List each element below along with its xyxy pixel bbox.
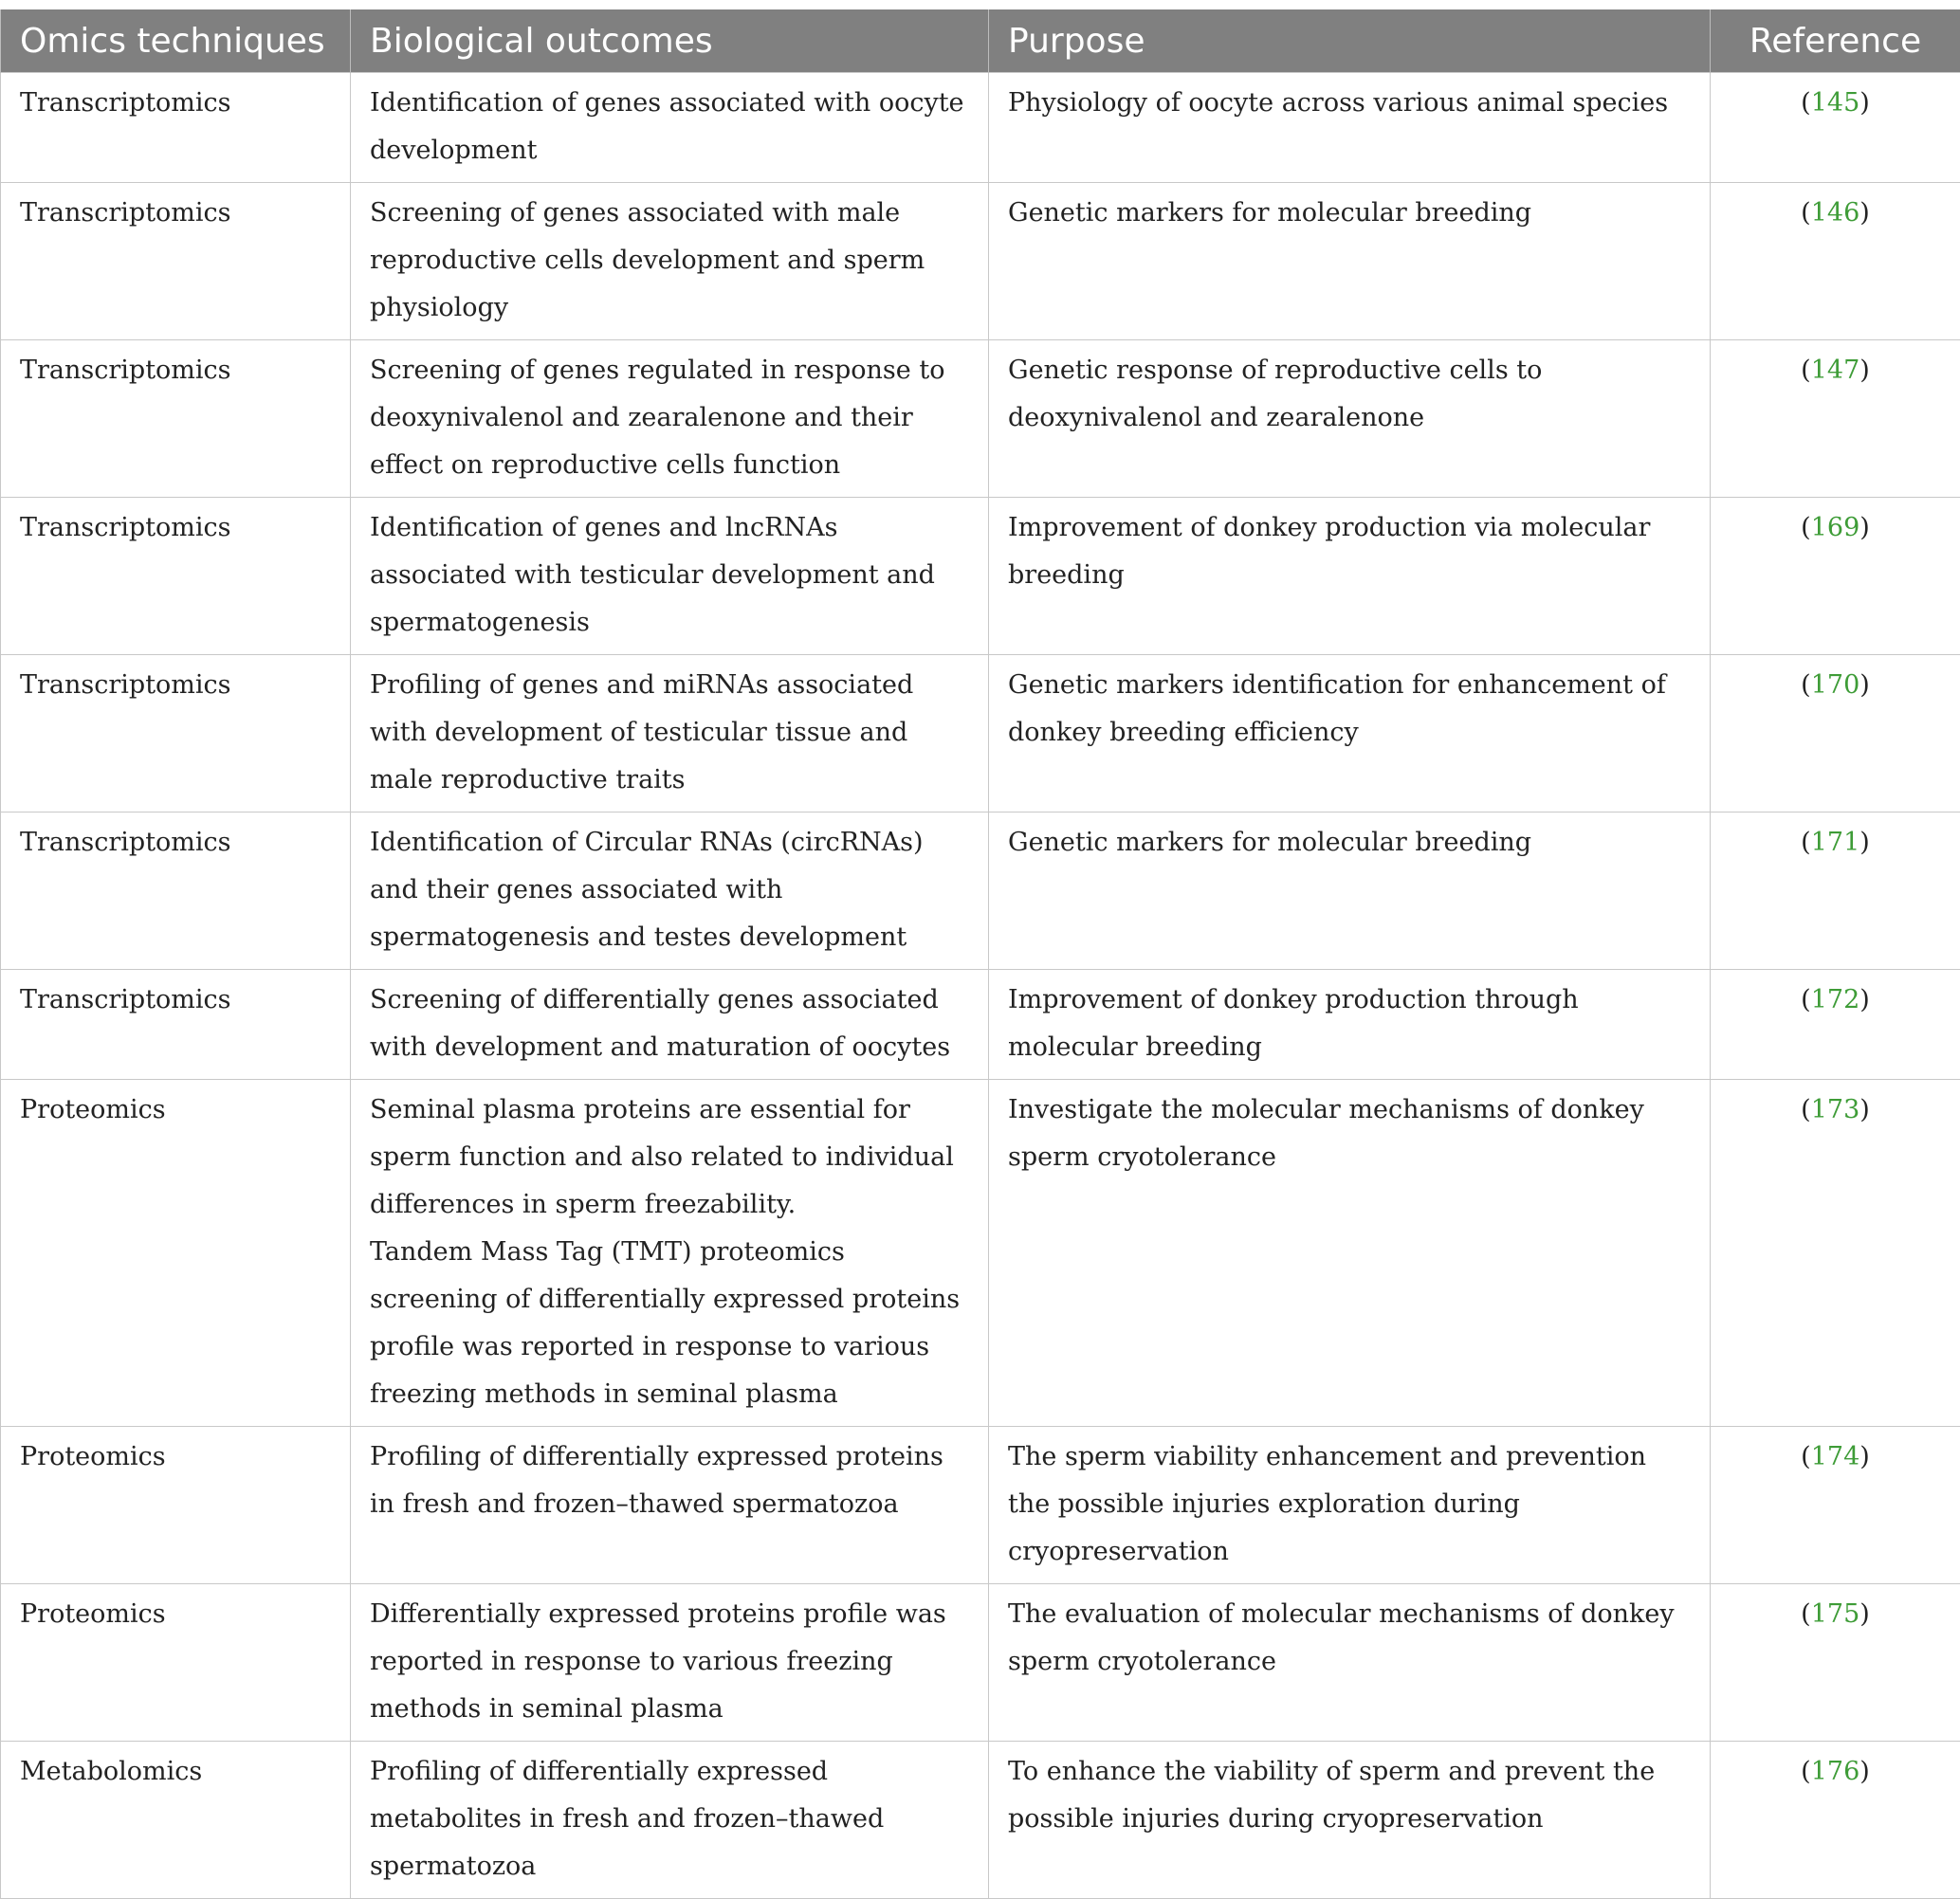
reference-cell bbox=[1711, 73, 1960, 183]
reference-link[interactable]: 147 bbox=[1811, 356, 1860, 385]
outcome-cell bbox=[351, 813, 989, 970]
omics-table-container bbox=[0, 9, 1960, 1899]
table-row bbox=[1, 340, 1960, 498]
reference-cell bbox=[1711, 813, 1960, 970]
ref-close-paren: ) bbox=[1859, 1442, 1870, 1471]
reference-link[interactable]: 176 bbox=[1811, 1757, 1860, 1786]
reference-link[interactable]: 170 bbox=[1811, 670, 1860, 700]
ref-close-paren: ) bbox=[1859, 985, 1870, 1014]
header-purpose: Purpose bbox=[989, 9, 1711, 73]
technique-cell: Transcriptomics bbox=[1, 340, 351, 498]
ref-open-paren: ( bbox=[1801, 1442, 1811, 1471]
table-row bbox=[1, 498, 1960, 655]
ref-open-paren: ( bbox=[1801, 828, 1811, 857]
reference-link[interactable]: 174 bbox=[1811, 1442, 1860, 1471]
outcome-text: Screening of genes regulated in response to deoxynivalenol and zearalenone and their effect on reproductive cells function bbox=[370, 347, 969, 489]
outcome-cell bbox=[351, 1584, 989, 1742]
ref-close-paren: ) bbox=[1859, 513, 1870, 542]
reference-link[interactable]: 171 bbox=[1811, 828, 1860, 857]
ref-close-paren: ) bbox=[1859, 828, 1870, 857]
reference-cell bbox=[1711, 340, 1960, 498]
ref-open-paren: ( bbox=[1801, 1095, 1811, 1124]
ref-open-paren: ( bbox=[1801, 985, 1811, 1014]
reference-link[interactable]: 175 bbox=[1811, 1599, 1860, 1629]
ref-close-paren: ) bbox=[1859, 198, 1870, 228]
technique-cell: Proteomics bbox=[1, 1584, 351, 1742]
ref-open-paren: ( bbox=[1801, 356, 1811, 385]
technique-cell: Transcriptomics bbox=[1, 73, 351, 183]
reference-cell bbox=[1711, 1584, 1960, 1742]
outcome-text: Tandem Mass Tag (TMT) proteomics screening of differentially expressed proteins profile was reported in response to various freezing methods in seminal plasma bbox=[370, 1229, 969, 1418]
purpose-cell: Improvement of donkey production through molecular breeding bbox=[989, 970, 1711, 1080]
purpose-cell: To enhance the viability of sperm and prevent the possible injuries during cryopreservation bbox=[989, 1742, 1711, 1899]
technique-cell: Transcriptomics bbox=[1, 183, 351, 340]
purpose-cell: Investigate the molecular mechanisms of donkey sperm cryotolerance bbox=[989, 1080, 1711, 1427]
table-row bbox=[1, 1080, 1960, 1427]
table-header-row bbox=[1, 9, 1960, 73]
ref-open-paren: ( bbox=[1801, 670, 1811, 700]
outcome-cell bbox=[351, 970, 989, 1080]
outcome-cell bbox=[351, 498, 989, 655]
purpose-cell: Physiology of oocyte across various animal species bbox=[989, 73, 1711, 183]
reference-cell bbox=[1711, 1742, 1960, 1899]
ref-close-paren: ) bbox=[1859, 356, 1870, 385]
outcome-text: Screening of genes associated with male reproductive cells development and sperm physiology bbox=[370, 190, 969, 332]
outcome-text: Screening of differentially genes associated with development and maturation of oocytes bbox=[370, 977, 969, 1071]
reference-cell bbox=[1711, 498, 1960, 655]
header-reference: Reference bbox=[1711, 9, 1960, 73]
table-row bbox=[1, 1742, 1960, 1899]
purpose-cell: Improvement of donkey production via molecular breeding bbox=[989, 498, 1711, 655]
ref-open-paren: ( bbox=[1801, 88, 1811, 118]
ref-open-paren: ( bbox=[1801, 198, 1811, 228]
table-row bbox=[1, 655, 1960, 813]
header-biological-outcomes: Biological outcomes bbox=[351, 9, 989, 73]
outcome-text: Identification of genes and lncRNAs associated with testicular development and spermatogenesis bbox=[370, 504, 969, 647]
technique-cell: Proteomics bbox=[1, 1080, 351, 1427]
reference-cell bbox=[1711, 183, 1960, 340]
outcome-text: Identification of Circular RNAs (circRNAs) and their genes associated with spermatogenesis and testes development bbox=[370, 819, 969, 961]
outcome-cell bbox=[351, 73, 989, 183]
outcome-text: Differentially expressed proteins profile was reported in response to various freezing methods in seminal plasma bbox=[370, 1591, 969, 1733]
purpose-cell: Genetic response of reproductive cells to deoxynivalenol and zearalenone bbox=[989, 340, 1711, 498]
purpose-cell: Genetic markers for molecular breeding bbox=[989, 183, 1711, 340]
outcome-text: Profiling of genes and miRNAs associated with development of testicular tissue and male reproductive traits bbox=[370, 662, 969, 804]
table-row bbox=[1, 1584, 1960, 1742]
ref-close-paren: ) bbox=[1859, 1095, 1870, 1124]
outcome-cell bbox=[351, 1080, 989, 1427]
technique-cell: Proteomics bbox=[1, 1427, 351, 1584]
technique-cell: Transcriptomics bbox=[1, 813, 351, 970]
outcome-cell bbox=[351, 1427, 989, 1584]
reference-cell bbox=[1711, 655, 1960, 813]
ref-close-paren: ) bbox=[1859, 1599, 1870, 1629]
technique-cell: Metabolomics bbox=[1, 1742, 351, 1899]
omics-table bbox=[0, 9, 1960, 1899]
table-row bbox=[1, 813, 1960, 970]
reference-link[interactable]: 173 bbox=[1811, 1095, 1860, 1124]
reference-cell bbox=[1711, 1080, 1960, 1427]
outcome-text: Profiling of differentially expressed proteins in fresh and frozen–thawed spermatozoa bbox=[370, 1433, 969, 1528]
purpose-cell: Genetic markers identification for enhancement of donkey breeding efficiency bbox=[989, 655, 1711, 813]
outcome-text: Profiling of differentially expressed metabolites in fresh and frozen–thawed spermatozoa bbox=[370, 1748, 969, 1890]
reference-link[interactable]: 172 bbox=[1811, 985, 1860, 1014]
ref-close-paren: ) bbox=[1859, 670, 1870, 700]
reference-link[interactable]: 145 bbox=[1811, 88, 1860, 118]
ref-close-paren: ) bbox=[1859, 1757, 1870, 1786]
table-row bbox=[1, 1427, 1960, 1584]
outcome-cell bbox=[351, 340, 989, 498]
outcome-text: Identification of genes associated with oocyte development bbox=[370, 80, 969, 174]
table-row bbox=[1, 183, 1960, 340]
reference-link[interactable]: 146 bbox=[1811, 198, 1860, 228]
header-omics-techniques: Omics techniques bbox=[1, 9, 351, 73]
purpose-cell: Genetic markers for molecular breeding bbox=[989, 813, 1711, 970]
ref-open-paren: ( bbox=[1801, 1599, 1811, 1629]
outcome-cell bbox=[351, 183, 989, 340]
technique-cell: Transcriptomics bbox=[1, 655, 351, 813]
outcome-cell bbox=[351, 655, 989, 813]
outcome-cell bbox=[351, 1742, 989, 1899]
ref-open-paren: ( bbox=[1801, 1757, 1811, 1786]
ref-close-paren: ) bbox=[1859, 88, 1870, 118]
purpose-cell: The sperm viability enhancement and prevention the possible injuries exploration during cryopreservation bbox=[989, 1427, 1711, 1584]
outcome-text: Seminal plasma proteins are essential for sperm function and also related to individual differences in sperm freezability. bbox=[370, 1086, 969, 1229]
purpose-cell: The evaluation of molecular mechanisms of donkey sperm cryotolerance bbox=[989, 1584, 1711, 1742]
table-row bbox=[1, 970, 1960, 1080]
technique-cell: Transcriptomics bbox=[1, 498, 351, 655]
reference-cell bbox=[1711, 1427, 1960, 1584]
technique-cell: Transcriptomics bbox=[1, 970, 351, 1080]
table-row bbox=[1, 73, 1960, 183]
reference-cell bbox=[1711, 970, 1960, 1080]
ref-open-paren: ( bbox=[1801, 513, 1811, 542]
reference-link[interactable]: 169 bbox=[1811, 513, 1860, 542]
